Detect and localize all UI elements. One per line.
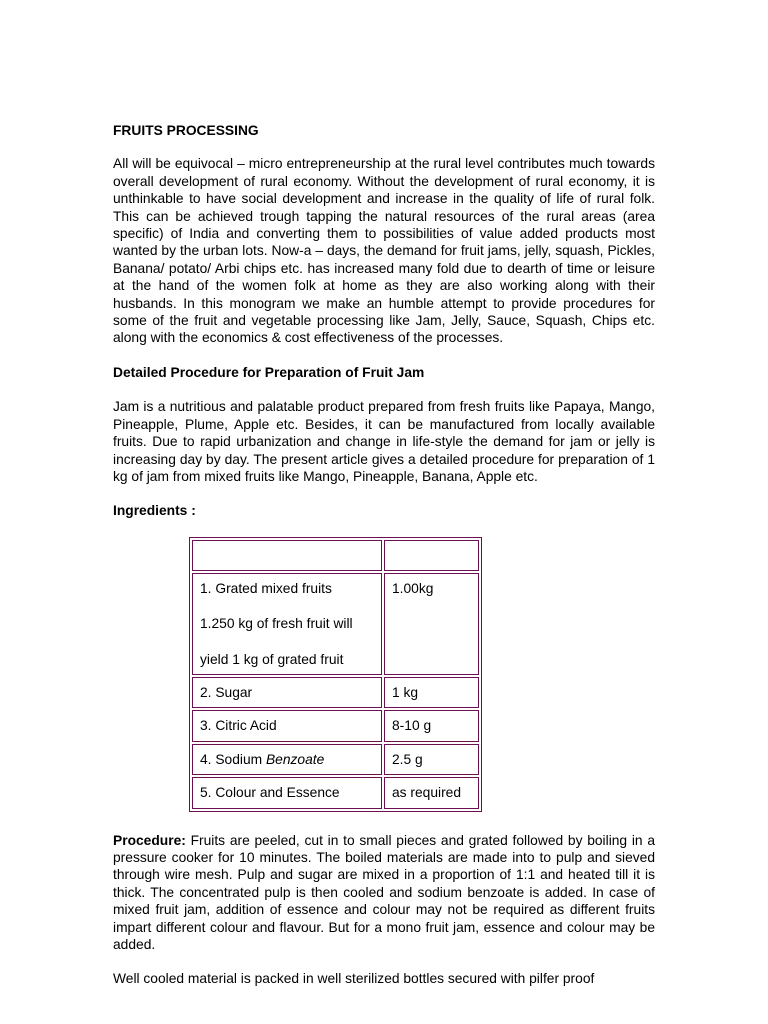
table-header-row: [192, 540, 479, 571]
final-paragraph: Well cooled material is packed in well sterilized bottles secured with pilfer proof: [113, 971, 595, 987]
ingredient-quantity: 1.00kg: [384, 573, 479, 675]
table-row: [192, 744, 479, 775]
ingredient-name: 3. Citric Acid: [192, 710, 382, 741]
ingredient-quantity: 8-10 g: [384, 710, 479, 741]
ingredients-heading: Ingredients :: [113, 503, 196, 519]
table-header-cell: [192, 540, 382, 571]
table-row: [192, 777, 479, 808]
ingredient-quantity: 2.5 g: [384, 744, 479, 775]
procedure-label: Procedure:: [113, 832, 186, 848]
ingredient-line: 1.250 kg of fresh fruit will: [200, 616, 353, 632]
ingredient-line: yield 1 kg of grated fruit: [200, 651, 344, 667]
document-body: [113, 122, 655, 1005]
intro-paragraph: All will be equivocal – micro entrepreneurship at the rural level contributes much towards overall development of rural economy. Without the development of rural economy, it is unthinkable to have social development and increase in the quality of life of rural folk. This can be achieved trough tapping the natural resources of the rural areas (area specific) of India and converting them to possibilities of value added products most wanted by the urban lots. Now-a – days, the demand for fruit jams, jelly, squash, Pickles, Banana/ potato/ Arbi chips etc. has increased many fold due to dearth of time or leisure at the hand of the women folk at home as they are also working along with their husbands. In this monogram we make an humble attempt to provide procedures for some of the fruit and vegetable processing like Jam, Jelly, Sauce, Squash, Chips etc. along with the economics & cost effectiveness of the processes.: [113, 156, 655, 346]
ingredients-table: [189, 537, 482, 812]
procedure-paragraph: [113, 832, 655, 954]
document-title: FRUITS PROCESSING: [113, 123, 259, 138]
ingredient-quantity: 1 kg: [384, 677, 479, 708]
ingredient-name: [192, 573, 382, 675]
procedure-text: Fruits are peeled, cut in to small pieces and grated followed by boiling in a pressure cooker for 10 minutes. The boiled materials are made into to pulp and sieved through wire mesh. Pulp and sugar are mixed in a proportion of 1:1 and heated till it is thick. The concentrated pulp is then cooled and sodium benzoate is added. In case of mixed fruit jam, addition of essence and colour may not be required as different fruits impart different colour and flavour. But for a mono fruit jam, essence and colour may be added.: [113, 832, 655, 952]
table-row: [192, 710, 479, 741]
table-row: [192, 677, 479, 708]
table-row: [192, 573, 479, 675]
table-header-cell: [384, 540, 479, 571]
ingredient-name-prefix: 4. Sodium: [200, 751, 266, 767]
ingredient-name: 5. Colour and Essence: [192, 777, 382, 808]
ingredient-name-italic: Benzoate: [265, 751, 325, 767]
ingredient-name: 2. Sugar: [192, 677, 382, 708]
ingredient-line: 1. Grated mixed fruits: [200, 580, 332, 596]
jam-paragraph: Jam is a nutritious and palatable product prepared from fresh fruits like Papaya, Mango, Pineapple, Plume, Apple etc. Besides, it can be manufactured from locally available fruits. Due to rapid urbanization and change in life-style the demand for jam or jelly is increasing day by day. The present article gives a detailed procedure for preparation of 1 kg of jam from mixed fruits like Mango, Pineapple, Banana, Apple etc.: [113, 399, 655, 484]
ingredient-name: [192, 744, 382, 775]
section-heading: Detailed Procedure for Preparation of Fruit Jam: [113, 364, 425, 380]
ingredient-quantity: as required: [384, 777, 479, 808]
